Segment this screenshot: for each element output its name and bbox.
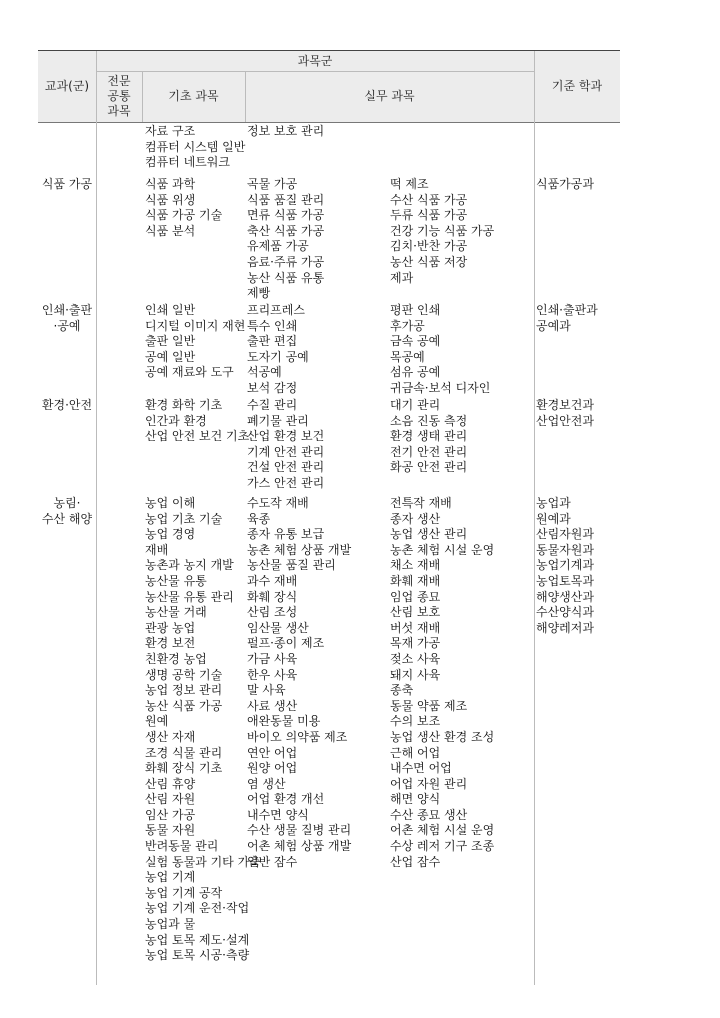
- list-item: 어촌 체험 시설 운영: [390, 823, 495, 838]
- list-item: 내수면 양식: [247, 807, 309, 822]
- list-item: 일반 잠수: [247, 854, 298, 869]
- standard-dept-list: [536, 303, 598, 334]
- list-item: 수의 보조: [390, 714, 441, 729]
- list-item: 농업과: [536, 496, 571, 510]
- header-subject-group: 과목군: [297, 54, 333, 68]
- practical-subject-list: [247, 303, 309, 397]
- list-item: 음료·주류 가공: [247, 254, 325, 269]
- list-item: 동물자원과: [536, 542, 594, 557]
- practical-subject-list: [390, 177, 494, 286]
- header-practical-subjects: 실무 과목: [364, 89, 415, 103]
- curriculum-table: [38, 50, 620, 985]
- list-item: 채소 재배: [390, 558, 441, 573]
- list-item: 생산 자재: [145, 729, 196, 744]
- list-item: 산림 조성: [247, 605, 298, 620]
- list-item: 농업 기초 기술: [145, 511, 223, 526]
- list-item: 가금 사육: [247, 651, 298, 666]
- list-item: 식품 과학: [145, 177, 196, 191]
- practical-subject-list: [247, 398, 324, 492]
- list-item: 수산 생물 질병 관리: [247, 823, 352, 838]
- list-item: 컴퓨터 시스템 일반: [145, 139, 246, 154]
- list-item: 환경·안전: [41, 398, 93, 412]
- list-item: 건강 기능 식품 가공: [390, 223, 495, 238]
- list-item: 반려동물 관리: [145, 839, 219, 854]
- practical-subject-list: [390, 303, 490, 397]
- list-item: 축산 식품 가공: [247, 223, 325, 238]
- list-item: 동물 약품 제조: [390, 698, 468, 713]
- practical-subject-list: [247, 177, 324, 302]
- list-item: 농산물 품질 관리: [247, 558, 336, 573]
- standard-dept-list: [536, 177, 594, 193]
- header-curriculum-group: 교과(군): [44, 79, 90, 93]
- list-item: 제빵: [247, 286, 271, 301]
- list-item: 산업 잠수: [390, 854, 441, 869]
- list-item: 두류 식품 가공: [390, 208, 468, 223]
- list-item: 농산물 거래: [145, 605, 207, 620]
- list-item: 프리프레스: [247, 303, 305, 317]
- list-item: 식품가공과: [536, 177, 594, 191]
- list-item: 육종: [247, 511, 271, 526]
- basic-subject-list: [145, 398, 249, 445]
- list-item: 원양 어업: [247, 761, 298, 776]
- list-item: 소음 진동 측정: [390, 413, 468, 428]
- list-item: 출판 편집: [247, 334, 298, 349]
- list-item: 한우 사육: [247, 667, 298, 682]
- list-item: 산업 환경 보건: [247, 429, 325, 444]
- list-item: 출판 일반: [145, 334, 196, 349]
- list-item: 도자기 공예: [247, 349, 309, 364]
- list-item: 해양레저과: [536, 620, 594, 635]
- list-item: 산림자원과: [536, 527, 594, 542]
- list-item: 농산 식품 저장: [390, 254, 468, 269]
- list-item: 화훼 재배: [390, 573, 441, 588]
- header-basic-subjects: 기초 과목: [168, 89, 219, 103]
- practical-subject-list: [390, 398, 467, 476]
- list-item: 산림 자원: [145, 792, 196, 807]
- list-item: 돼지 사육: [390, 667, 441, 682]
- list-item: 목공예: [390, 349, 425, 364]
- list-item: 해면 양식: [390, 792, 441, 807]
- list-item: 농업기계과: [536, 558, 594, 573]
- list-item: 디지털 이미지 재현: [145, 318, 246, 333]
- list-item: 김치·반찬 가공: [390, 239, 468, 254]
- list-item: 대기 관리: [390, 398, 441, 412]
- list-item: 버섯 재배: [390, 620, 441, 635]
- list-item: 친환경 농업: [145, 651, 207, 666]
- list-item: 수산 해양: [41, 511, 93, 526]
- list-item: 농업 경영: [145, 527, 196, 542]
- list-item: 환경 보전: [145, 636, 196, 651]
- list-item: 전특작 재배: [390, 496, 452, 510]
- list-item: 농업 토목 시공·측량: [145, 948, 250, 963]
- list-item: ·공예: [53, 318, 81, 333]
- basic-subject-list: [145, 177, 222, 239]
- basic-subject-list: [145, 496, 261, 964]
- list-item: 산업 안전 보건 기초: [145, 429, 250, 444]
- list-item: 제과: [390, 270, 414, 285]
- list-item: 평판 인쇄: [390, 303, 441, 317]
- list-item: 특수 인쇄: [247, 318, 298, 333]
- list-item: 어업 자원 관리: [390, 776, 468, 791]
- basic-subject-list: [145, 124, 245, 171]
- list-item: 떡 제조: [390, 177, 429, 191]
- list-item: 어촌 체험 상품 개발: [247, 839, 352, 854]
- list-item: 관광 농업: [145, 620, 196, 635]
- list-item: 농업 생산 관리: [390, 527, 468, 542]
- list-item: 임산 가공: [145, 807, 196, 822]
- list-item: 화공 안전 관리: [390, 460, 468, 475]
- list-item: 정보 보호 관리: [247, 124, 325, 138]
- header-standard-dept: 기준 학과: [551, 79, 603, 93]
- list-item: 건설 안전 관리: [247, 460, 325, 475]
- header-common-subjects: 전문 공통 과목: [107, 74, 131, 118]
- practical-subject-list: [247, 124, 324, 140]
- list-item: 기계 안전 관리: [247, 444, 325, 459]
- list-item: 농업과 물: [145, 917, 196, 932]
- list-item: 젖소 사육: [390, 651, 441, 666]
- list-item: 유제품 가공: [247, 239, 309, 254]
- list-item: 폐기물 관리: [247, 413, 309, 428]
- list-item: 해양생산과: [536, 589, 594, 604]
- list-item: 재배: [145, 542, 169, 557]
- list-item: 산림 보호: [390, 605, 441, 620]
- list-item: 전기 안전 관리: [390, 444, 468, 459]
- list-item: 원예: [145, 714, 169, 729]
- list-item: 농촌과 농지 개발: [145, 558, 234, 573]
- list-item: 환경 생태 관리: [390, 429, 468, 444]
- list-item: 공예 재료와 도구: [145, 365, 234, 380]
- list-item: 농업 기계 공작: [145, 885, 223, 900]
- list-item: 목재 가공: [390, 636, 441, 651]
- list-item: 화훼 장식: [247, 589, 298, 604]
- list-item: 석공예: [247, 365, 282, 380]
- list-item: 공예 일반: [145, 349, 196, 364]
- curriculum-group-name: [38, 303, 96, 334]
- list-item: 펄프·종이 제조: [247, 636, 325, 651]
- curriculum-group-name: [38, 177, 96, 193]
- list-item: 수산양식과: [536, 605, 594, 620]
- list-item: 인쇄·출판과: [536, 303, 598, 317]
- standard-dept-list: [536, 496, 594, 636]
- list-item: 수도작 재배: [247, 496, 309, 510]
- list-item: 환경 화학 기초: [145, 398, 223, 412]
- list-item: 농업 기계 운전·작업: [145, 901, 250, 916]
- list-item: 금속 공예: [390, 334, 441, 349]
- list-item: 내수면 어업: [390, 761, 452, 776]
- list-item: 농업토목과: [536, 573, 594, 588]
- list-item: 연안 어업: [247, 745, 298, 760]
- list-item: 임업 종묘: [390, 589, 441, 604]
- list-item: 가스 안전 관리: [247, 475, 325, 490]
- list-item: 산림 휴양: [145, 776, 196, 791]
- list-item: 수산 식품 가공: [390, 192, 468, 207]
- list-item: 말 사육: [247, 683, 286, 698]
- column-divider: [534, 51, 535, 985]
- curriculum-group-name: [38, 496, 96, 527]
- list-item: 염 생산: [247, 776, 286, 791]
- list-item: 보석 감정: [247, 380, 298, 395]
- list-item: 농업 토목 제도·설계: [145, 932, 250, 947]
- list-item: 종자 생산: [390, 511, 441, 526]
- list-item: 수질 관리: [247, 398, 298, 412]
- list-item: 원예과: [536, 511, 571, 526]
- list-item: 식품 가공 기술: [145, 208, 223, 223]
- list-item: 애완동물 미용: [247, 714, 321, 729]
- list-item: 사료 생산: [247, 698, 298, 713]
- list-item: 산업안전과: [536, 413, 594, 428]
- list-item: 인간과 환경: [145, 413, 207, 428]
- list-item: 식품 분석: [145, 223, 196, 238]
- list-item: 자료 구조: [145, 124, 196, 138]
- list-item: 임산물 생산: [247, 620, 309, 635]
- list-item: 농산 식품 유통: [247, 270, 325, 285]
- list-item: 인쇄 일반: [145, 303, 196, 317]
- list-item: 귀금속·보석 디자인: [390, 380, 491, 395]
- standard-dept-list: [536, 398, 594, 429]
- list-item: 농촌 체험 상품 개발: [247, 542, 352, 557]
- list-item: 농산 식품 가공: [145, 698, 223, 713]
- list-item: 근해 어업: [390, 745, 441, 760]
- header-divider: [96, 71, 534, 72]
- list-item: 동물 자원: [145, 823, 196, 838]
- column-divider: [96, 51, 97, 985]
- list-item: 공예과: [536, 318, 571, 333]
- list-item: 농림·: [53, 496, 81, 510]
- list-item: 섬유 공예: [390, 365, 441, 380]
- list-item: 종축: [390, 683, 414, 698]
- list-item: 컴퓨터 네트워크: [145, 155, 230, 170]
- list-item: 환경보건과: [536, 398, 594, 412]
- list-item: 수상 레저 기구 조종: [390, 839, 495, 854]
- list-item: 바이오 의약품 제조: [247, 729, 348, 744]
- list-item: 농산물 유통: [145, 573, 207, 588]
- practical-subject-list: [247, 496, 351, 870]
- list-item: 농산물 유통 관리: [145, 589, 234, 604]
- list-item: 곡물 가공: [247, 177, 298, 191]
- list-item: 수산 종묘 생산: [390, 807, 468, 822]
- list-item: 농업 생산 환경 조성: [390, 729, 495, 744]
- list-item: 농촌 체험 시설 운영: [390, 542, 495, 557]
- list-item: 농업 기계: [145, 870, 196, 885]
- list-item: 면류 식품 가공: [247, 208, 325, 223]
- list-item: 인쇄·출판: [41, 303, 93, 317]
- list-item: 어업 환경 개선: [247, 792, 325, 807]
- list-item: 조경 식물 관리: [145, 745, 223, 760]
- list-item: 종자 유통 보급: [247, 527, 325, 542]
- list-item: 후가공: [390, 318, 425, 333]
- list-item: 식품 품질 관리: [247, 192, 325, 207]
- list-item: 화훼 장식 기초: [145, 761, 223, 776]
- list-item: 식품 가공: [41, 177, 93, 191]
- list-item: 농업 정보 관리: [145, 683, 223, 698]
- list-item: 식품 위생: [145, 192, 196, 207]
- list-item: 생명 공학 기술: [145, 667, 223, 682]
- practical-subject-list: [390, 496, 494, 870]
- list-item: 실험 동물과 기타 가축: [145, 854, 261, 869]
- list-item: 농업 이해: [145, 496, 196, 510]
- basic-subject-list: [145, 303, 245, 381]
- list-item: 과수 재배: [247, 573, 298, 588]
- curriculum-group-name: [38, 398, 96, 414]
